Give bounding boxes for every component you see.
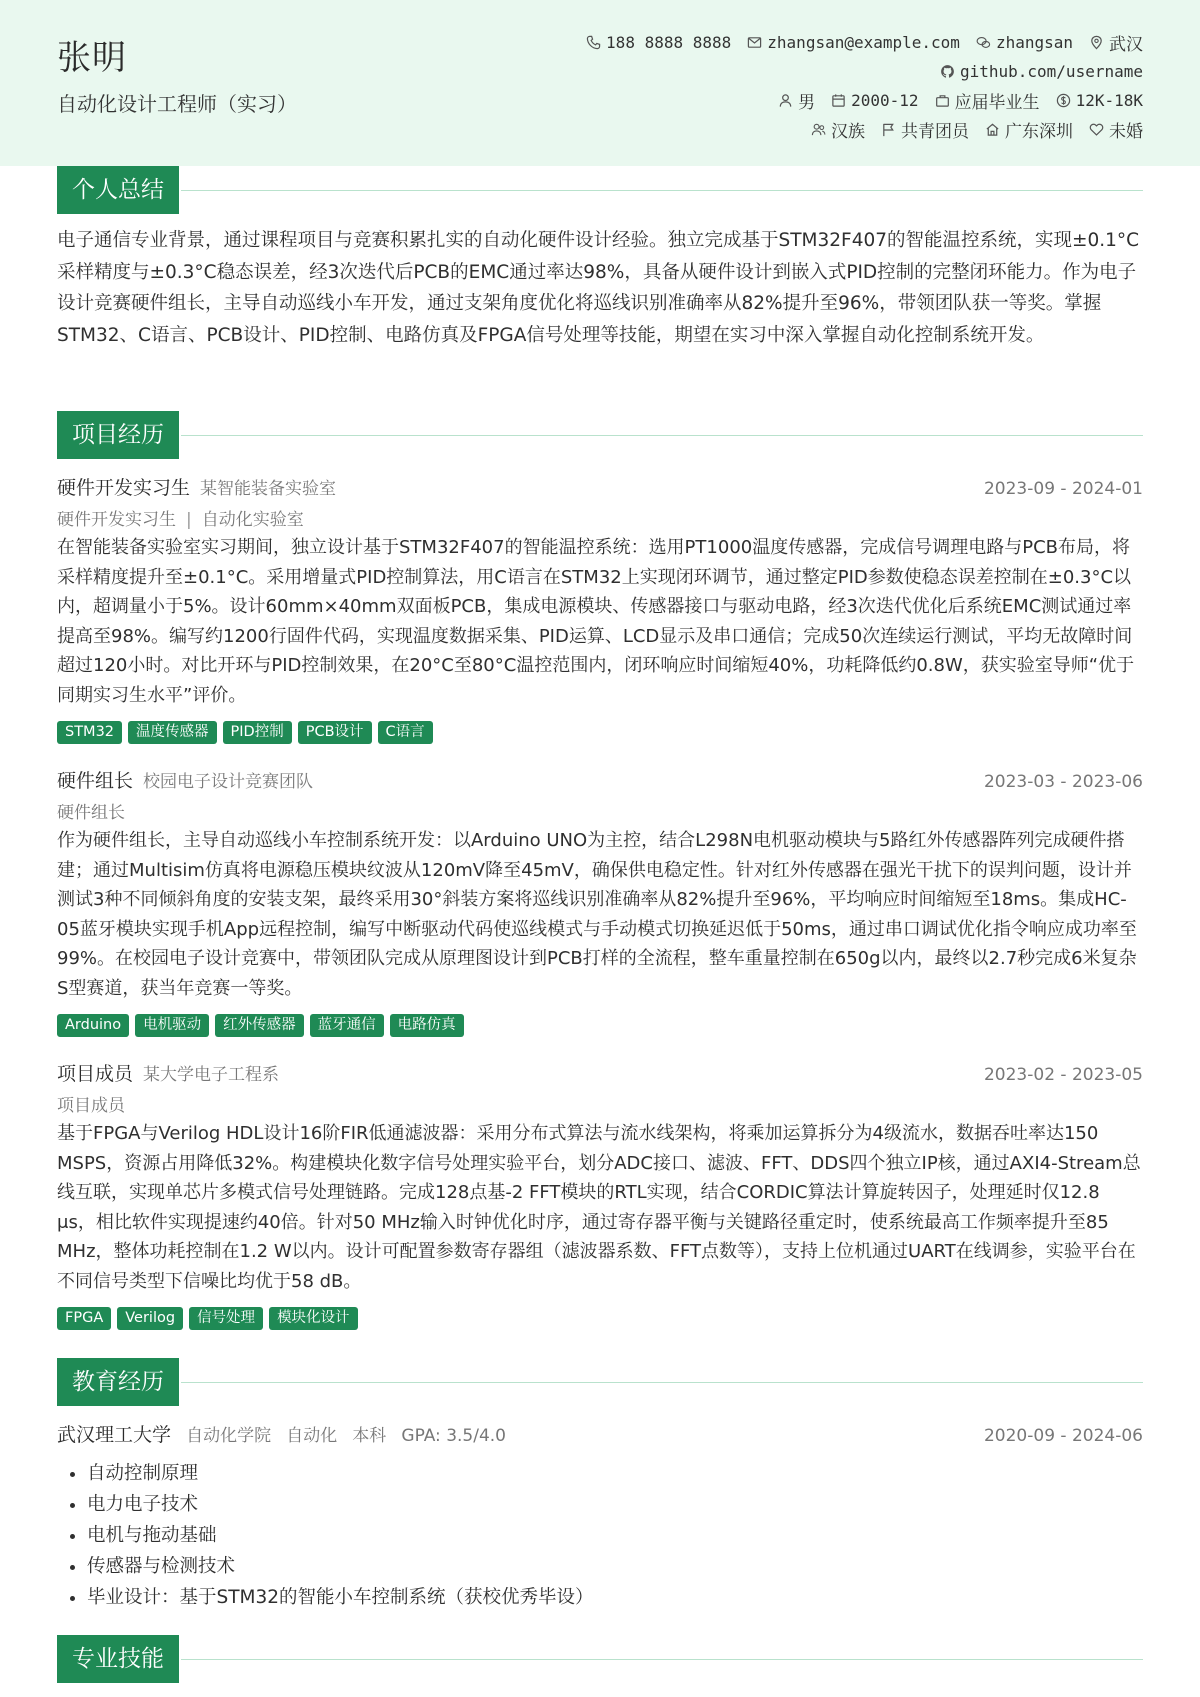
section-summary-header <box>57 166 1143 214</box>
skill-tag: Arduino <box>57 1014 129 1037</box>
section-education-header <box>57 1358 1143 1406</box>
school-name: 武汉理工大学 <box>57 1424 172 1446</box>
github-icon <box>940 64 955 79</box>
contact-row-3 <box>423 86 1143 115</box>
project-org: 某大学电子工程系 <box>143 1065 280 1085</box>
list-item: • 自动控制原理 <box>87 1458 1143 1489</box>
wechat: zhangsan <box>976 33 1073 52</box>
section-title: 专业技能 <box>57 1635 179 1683</box>
course-list <box>57 1458 1143 1613</box>
gpa: GPA: 3.5/4.0 <box>401 1426 506 1446</box>
header <box>0 0 1200 166</box>
status: 应届毕业生 <box>935 88 1040 113</box>
separator: | <box>186 510 192 530</box>
list-item: • 毕业设计：基于STM32的智能小车控制系统（获校优秀毕设） <box>87 1582 1143 1613</box>
list-item: • 电机与拖动基础 <box>87 1520 1143 1551</box>
section-projects-header <box>57 411 1143 459</box>
skill-tag: 温度传感器 <box>128 721 217 744</box>
education-title-row <box>57 1420 1143 1448</box>
skill-tag: PCB设计 <box>298 721 372 744</box>
project-tags <box>57 1307 1143 1330</box>
contact-row-4 <box>423 115 1143 144</box>
skill-tag: 信号处理 <box>189 1307 263 1330</box>
skill-tag: STM32 <box>57 721 122 744</box>
phone-icon <box>586 35 601 50</box>
location-icon <box>1089 35 1104 50</box>
project-role: 项目成员 <box>57 1096 125 1116</box>
project-role: 硬件组长 <box>57 803 125 823</box>
phone: 188 8888 8888 <box>586 33 731 52</box>
project-title: 硬件组长 <box>57 770 134 792</box>
email[interactable]: zhangsan@example.com <box>747 33 960 52</box>
contact-row-2 <box>423 57 1143 86</box>
list-item: • 电力电子技术 <box>87 1489 1143 1520</box>
project-date: 2023-02 - 2023-05 <box>983 1065 1143 1085</box>
gender: 男 <box>778 88 815 113</box>
list-item: • 传感器与检测技术 <box>87 1551 1143 1582</box>
project-subtitle <box>57 1091 1143 1117</box>
project-org: 某智能装备实验室 <box>200 479 337 499</box>
divider <box>181 435 1143 436</box>
project-title-row <box>57 766 1143 794</box>
project-org: 校园电子设计竞赛团队 <box>143 772 314 792</box>
project-tags <box>57 1014 1143 1037</box>
briefcase-icon <box>935 93 950 108</box>
project-item <box>57 766 1143 1037</box>
skill-tag: 电机驱动 <box>135 1014 209 1037</box>
skill-tag: 电路仿真 <box>390 1014 464 1037</box>
project-description: 在智能装备实验室实习期间，独立设计基于STM32F407的智能温控系统：选用PT1000温度传感器，完成信号调理电路与PCB布局，将采样精度提升至±0.1°C。采用增量式PID控制算法，用C语言在STM32上实现闭环调节，通过整定PID参数使稳态误差控制在±0.3°C以内，超调量小于5%。设计60mm×40mm双面板PCB，集成电源模块、传感器接口与驱动电路，经3次迭代优化后系统EMC测试通过率提高至98%。编写约1200行固件代码，实现温度数据采集、PID运算、LCD显示及串口通信；完成50次连续运行测试，平均无故障时间超过120小时。对比开环与PID控制效果，在20°C至80°C温控范围内，闭环响应时间缩短40%，功耗降低约0.8W，获实验室导师“优于同期实习生水平”评价。 <box>57 537 1135 706</box>
hometown: 广东深圳 <box>985 117 1073 142</box>
section-title: 个人总结 <box>57 166 179 214</box>
project-dept: 自动化实验室 <box>201 510 304 530</box>
project-description: 作为硬件组长，主导自动巡线小车控制系统开发：以Arduino UNO为主控，结合L298N电机驱动模块与5路红外传感器阵列完成硬件搭建；通过Multisim仿真将电源稳压模块纹波从120mV降至45mV，确保供电稳定性。针对红外传感器在强光干扰下的误判问题，设计并测试3种不同倾斜角度的安装支架，最终采用30°斜装方案将巡线识别准确率从82%提升至96%，平均响应时间缩短至18ms。集成HC-05蓝牙模块实现手机App远程控制，编写中断驱动代码使巡线模式与手动模式切换延迟低于50ms，通过串口调试优化指令响应成功率至99%。在校园电子设计竞赛中，带领团队完成从原理图设计到PCB打样的全流程，整车重量控制在650g以内，最终以2.7秒完成6米复杂S型赛道，获当年竞赛一等奖。 <box>57 830 1137 999</box>
summary-text: 电子通信专业背景，通过课程项目与竞赛积累扎实的自动化硬件设计经验。独立完成基于STM32F407的智能温控系统，实现±0.1°C采样精度与±0.3°C稳态误差，经3次迭代后PCB的EMC通过率达98%，具备从硬件设计到嵌入式PID控制的完整闭环能力。作为电子设计竞赛硬件组长，主导自动巡线小车开发，通过支架角度优化将巡线识别准确率从82%提升至96%，带领团队获一等奖。掌握STM32、C语言、PCB设计、PID控制、电路仿真及FPGA信号处理等技能，期望在实习中深入掌握自动化控制系统开发。 <box>57 230 1140 346</box>
users-icon <box>811 122 826 137</box>
project-item <box>57 1059 1143 1330</box>
city: 武汉 <box>1089 30 1143 55</box>
section-title: 项目经历 <box>57 411 179 459</box>
contact-info <box>423 28 1143 144</box>
project-item <box>57 473 1143 744</box>
flag-icon <box>881 122 896 137</box>
salary: 12K-18K <box>1056 91 1143 110</box>
project-subtitle <box>57 798 1143 824</box>
github[interactable]: github.com/username <box>940 62 1143 81</box>
job-role: 自动化设计工程师（实习） <box>57 92 297 116</box>
home-icon <box>985 122 1000 137</box>
mail-icon <box>747 35 762 50</box>
project-subtitle <box>57 505 1143 531</box>
education-item <box>57 1420 1143 1613</box>
major: 自动化 <box>286 1426 338 1446</box>
skill-tag: 蓝牙通信 <box>310 1014 384 1037</box>
money-icon <box>1056 93 1071 108</box>
divider <box>181 1659 1143 1660</box>
skill-tag: 模块化设计 <box>269 1307 358 1330</box>
divider <box>181 190 1143 191</box>
birth: 2000-12 <box>831 91 918 110</box>
project-title: 硬件开发实习生 <box>57 477 191 499</box>
wechat-icon <box>976 35 991 50</box>
project-role: 硬件开发实习生 <box>57 510 176 530</box>
contact-row-1 <box>423 28 1143 57</box>
skill-tag: C语言 <box>378 721 433 744</box>
project-title-row <box>57 1059 1143 1087</box>
political: 共青团员 <box>881 117 969 142</box>
section-skills-header <box>57 1635 1143 1683</box>
ethnicity: 汉族 <box>811 117 865 142</box>
degree: 本科 <box>352 1426 387 1446</box>
skill-tag: PID控制 <box>223 721 292 744</box>
calendar-icon <box>831 93 846 108</box>
skill-tag: Verilog <box>117 1307 183 1330</box>
project-title-row <box>57 473 1143 501</box>
education-date: 2020-09 - 2024-06 <box>983 1426 1143 1446</box>
project-tags <box>57 721 1143 744</box>
college: 自动化学院 <box>186 1426 272 1446</box>
section-title: 教育经历 <box>57 1358 179 1406</box>
heart-icon <box>1089 122 1104 137</box>
project-description: 基于FPGA与Verilog HDL设计16阶FIR低通滤波器：采用分布式算法与流水线架构，将乘加运算拆分为4级流水，数据吞吐率达150 MSPS，资源占用降低32%。构建模块化数字信号处理实验平台，划分ADC接口、滤波、FFT、DDS四个独立IP核，通过AXI4-Stream总线互联，实现单芯片多模式信号处理链路。完成128点基-2 FFT模块的RTL实现，结合CORDIC算法计算旋转因子，处理延时仅12.8 μs，相比软件实现提速约40倍。针对50 MHz输入时钟优化时序，通过寄存器平衡与关键路径重定时，使系统最高工作频率提升至85 MHz，整体功耗控制在1.2 W以内。设计可配置参数寄存器组（滤波器系数、FFT点数等），支持上位机通过UART在线调参，实验平台在不同信号类型下信噪比均优于58 dB。 <box>57 1123 1141 1292</box>
person-name: 张明 <box>57 38 127 78</box>
skill-tag: 红外传感器 <box>215 1014 304 1037</box>
marital: 未婚 <box>1089 117 1143 142</box>
project-date: 2023-03 - 2023-06 <box>983 772 1143 792</box>
skill-tag: FPGA <box>57 1307 111 1330</box>
user-icon <box>778 93 793 108</box>
divider <box>181 1382 1143 1383</box>
project-date: 2023-09 - 2024-01 <box>983 479 1143 499</box>
project-title: 项目成员 <box>57 1063 134 1085</box>
